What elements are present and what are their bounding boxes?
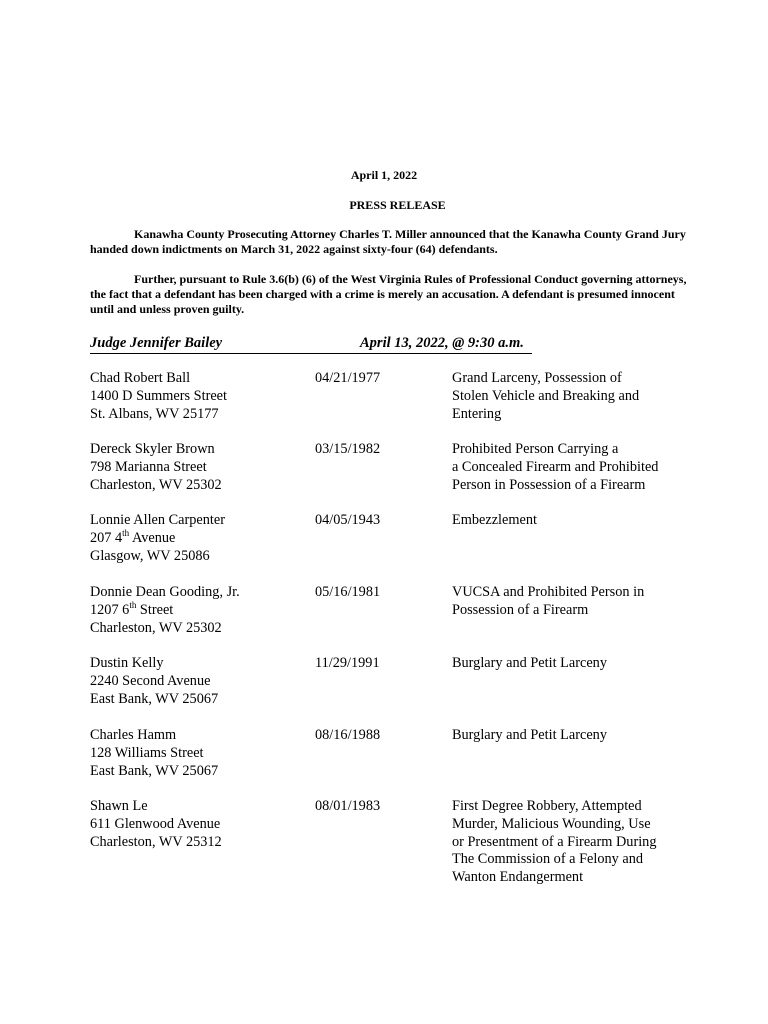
defendant-city: East Bank, WV 25067 (90, 690, 219, 707)
defendant-dob: 04/21/1977 (315, 370, 381, 386)
judge-name: Judge Jennifer Bailey (90, 335, 223, 351)
defendant-city: St. Albans, WV 25177 (90, 405, 219, 422)
defendant-street: 207 4th Avenue (90, 528, 176, 546)
defendant-charges: Burglary and Petit Larceny (452, 655, 607, 671)
defendant-charges: Grand Larceny, Possession of Stolen Vehicle and Breaking and Entering (452, 370, 640, 422)
defendant-charges: Burglary and Petit Larceny (452, 727, 607, 743)
defendant-dob: 05/16/1981 (315, 584, 381, 600)
defendant-street: 798 Marianna Street (90, 458, 207, 475)
hearing-date: April 13, 2022, @ 9:30 a.m. (360, 335, 524, 351)
defendant-street: 611 Glenwood Avenue (90, 815, 221, 832)
defendant-info (90, 798, 310, 851)
press-release-title: PRESS RELEASE (349, 198, 446, 212)
defendant-dob: 04/05/1943 (315, 512, 381, 528)
defendant-dob: 08/16/1988 (315, 727, 381, 743)
defendant-dob: 11/29/1991 (315, 655, 380, 671)
defendant-city: East Bank, WV 25067 (90, 762, 219, 779)
defendant-info (90, 441, 310, 494)
release-date: April 1, 2022 (350, 168, 418, 182)
defendant-dob: 08/01/1983 (315, 798, 381, 814)
defendant-name: Dereck Skyler Brown (90, 441, 215, 457)
defendant-info (90, 655, 310, 708)
defendant-name: Dustin Kelly (90, 655, 164, 671)
defendant-info (90, 370, 310, 423)
defendant-info (90, 727, 310, 780)
defendant-charges: Prohibited Person Carrying a a Concealed Firearm and Prohibited Person in Possession of a Firearm (452, 441, 659, 493)
defendant-name: Donnie Dean Gooding, Jr. (90, 584, 240, 600)
defendant-charges: Embezzlement (452, 512, 537, 528)
defendant-info (90, 512, 310, 565)
defendant-charges: VUCSA and Prohibited Person in Possession of a Firearm (452, 584, 645, 618)
defendant-street: 2240 Second Avenue (90, 672, 211, 689)
defendant-city: Charleston, WV 25302 (90, 476, 222, 493)
defendant-dob: 03/15/1982 (315, 441, 381, 457)
defendant-street: 128 Williams Street (90, 744, 204, 761)
defendant-street: 1207 6th Street (90, 600, 174, 618)
defendant-street: 1400 D Summers Street (90, 387, 228, 404)
disclaimer-paragraph: Further, pursuant to Rule 3.6(b) (6) of the West Virginia Rules of Professional Conduct governing attorneys, the fact that a defendant has been charged with a crime is merely an accusation. A defendant is presumed innocent until and unless proven guilty. (90, 272, 687, 316)
defendant-city: Charleston, WV 25312 (90, 833, 222, 850)
defendant-name: Chad Robert Ball (90, 370, 191, 386)
defendant-name: Shawn Le (90, 798, 148, 814)
defendant-info (90, 584, 310, 637)
defendant-city: Glasgow, WV 25086 (90, 547, 210, 564)
judge-heading (90, 335, 532, 354)
defendant-name: Lonnie Allen Carpenter (90, 512, 225, 528)
announcement-paragraph: Kanawha County Prosecuting Attorney Charles T. Miller announced that the Kanawha County Grand Jury handed down indictments on March 31, 2022 against sixty-four (64) defendants. (90, 227, 686, 256)
defendant-name: Charles Hamm (90, 727, 177, 743)
defendant-charges: First Degree Robbery, Attempted Murder, Malicious Wounding, Use or Presentment of a Firearm During The Commission of a Felony and Wanton Endangerment (452, 798, 657, 886)
defendant-city: Charleston, WV 25302 (90, 619, 222, 636)
